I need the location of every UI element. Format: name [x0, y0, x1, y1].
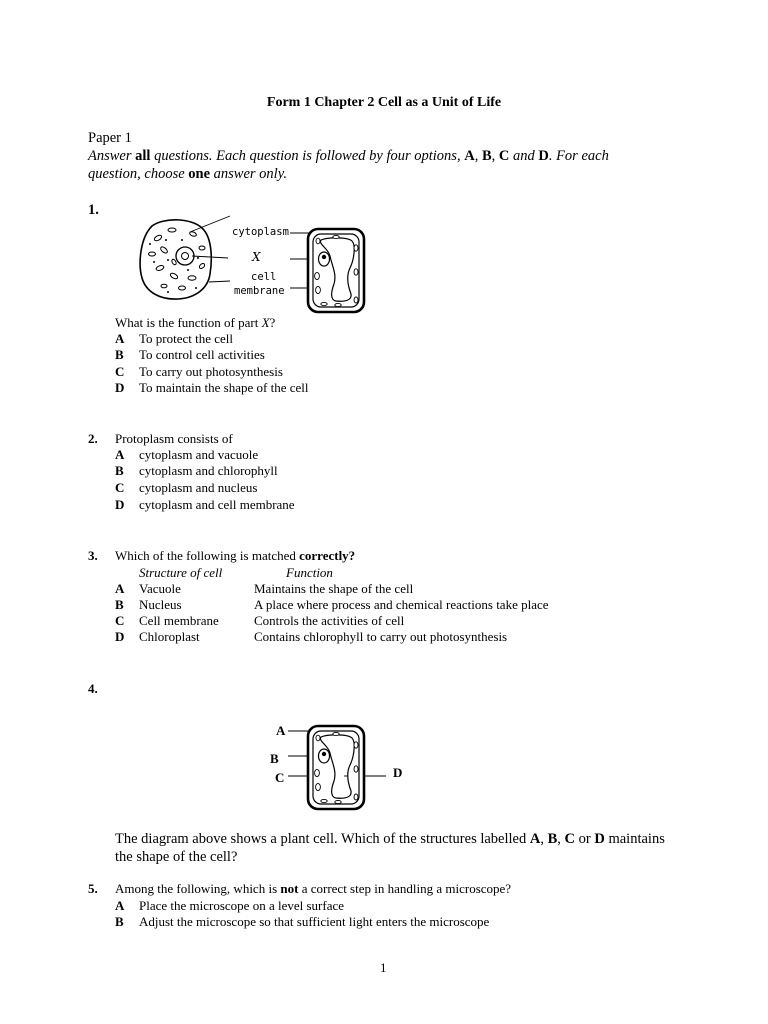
q5-option-a-letter: A: [115, 898, 125, 913]
q1-option-a-letter: A: [115, 331, 125, 346]
q1-option-b-text: To control cell activities: [139, 347, 265, 362]
q4-label-d: D: [393, 765, 403, 780]
question-3-number: 3.: [88, 548, 98, 563]
q2-option-a-letter: A: [115, 447, 125, 462]
q4-label-a: A: [276, 723, 286, 738]
q1-option-d-letter: D: [115, 380, 125, 395]
paper-label: Paper 1: [88, 130, 132, 146]
question-5-stem: Among the following, which is not a correct step in handling a microscope?: [115, 881, 512, 896]
q3-row-c-structure: Cell membrane: [139, 613, 219, 628]
membrane-label: membrane: [234, 285, 285, 297]
instructions-line-2: question, choose one answer only.: [88, 166, 287, 182]
page-title: Form 1 Chapter 2 Cell as a Unit of Life: [266, 95, 502, 110]
q5-option-b-letter: B: [115, 914, 124, 929]
q3-row-b-structure: Nucleus: [139, 597, 182, 612]
q2-option-b-text: cytoplasm and chlorophyll: [139, 463, 278, 478]
q1-option-c-text: To carry out photosynthesis: [139, 364, 283, 379]
q4-label-b: B: [270, 751, 279, 766]
instructions-line-1: Answer all questions. Each question is followed by four options, A, B, C and D. For each: [88, 148, 609, 164]
q3-row-c-function: Controls the activities of cell: [254, 613, 405, 628]
question-3-stem: Which of the following is matched correctly?: [115, 548, 356, 563]
cell-label: cell: [251, 271, 277, 283]
q1-option-a-text: To protect the cell: [139, 331, 234, 346]
q3-row-b-letter: B: [115, 597, 124, 612]
question-4-stem-line-2: the shape of the cell?: [115, 849, 238, 865]
q2-option-c-letter: C: [115, 480, 125, 495]
part-x-label: X: [252, 250, 261, 264]
q1-option-b-letter: B: [115, 347, 124, 362]
q3-row-d-function: Contains chlorophyll to carry out photosynthesis: [254, 629, 508, 644]
q3-row-d-letter: D: [115, 629, 125, 644]
question-2-number: 2.: [88, 431, 98, 446]
q3-row-d-structure: Chloroplast: [139, 629, 200, 644]
q3-header-structure: Structure of cell: [139, 565, 223, 580]
question-5-number: 5.: [88, 881, 98, 896]
q3-row-c-letter: C: [115, 613, 125, 628]
q3-row-a-structure: Vacuole: [139, 581, 181, 596]
question-1-number: 1.: [88, 202, 99, 218]
plant-cell-diagram-1: [290, 226, 366, 314]
q2-option-b-letter: B: [115, 463, 124, 478]
q1-option-c-letter: C: [115, 364, 125, 379]
q1-option-d-text: To maintain the shape of the cell: [139, 380, 309, 395]
animal-cell-diagram: [138, 218, 214, 300]
q2-option-c-text: cytoplasm and nucleus: [139, 480, 258, 495]
q5-option-a-text: Place the microscope on a level surface: [139, 898, 345, 913]
q4-label-c: C: [275, 770, 285, 785]
cytoplasm-label: cytoplasm: [232, 226, 289, 238]
question-2-stem: Protoplasm consists of: [115, 431, 233, 446]
q2-option-d-letter: D: [115, 497, 125, 512]
q3-header-function: Function: [286, 565, 333, 580]
page-number: 1: [380, 960, 387, 975]
q2-option-d-text: cytoplasm and cell membrane: [139, 497, 295, 512]
q5-option-b-text: Adjust the microscope so that sufficient light enters the microscope: [139, 914, 490, 929]
question-1-stem: What is the function of part X?: [115, 315, 276, 330]
q3-row-a-letter: A: [115, 581, 125, 596]
q2-option-a-text: cytoplasm and vacuole: [139, 447, 259, 462]
q3-row-a-function: Maintains the shape of the cell: [254, 581, 414, 596]
q3-row-b-function: A place where process and chemical reactions take place: [254, 597, 549, 612]
question-4-stem-line-1: The diagram above shows a plant cell. Which of the structures labelled A, B, C or D maintains: [115, 831, 665, 847]
question-4-number: 4.: [88, 681, 98, 696]
plant-cell-diagram-2: [288, 722, 388, 812]
